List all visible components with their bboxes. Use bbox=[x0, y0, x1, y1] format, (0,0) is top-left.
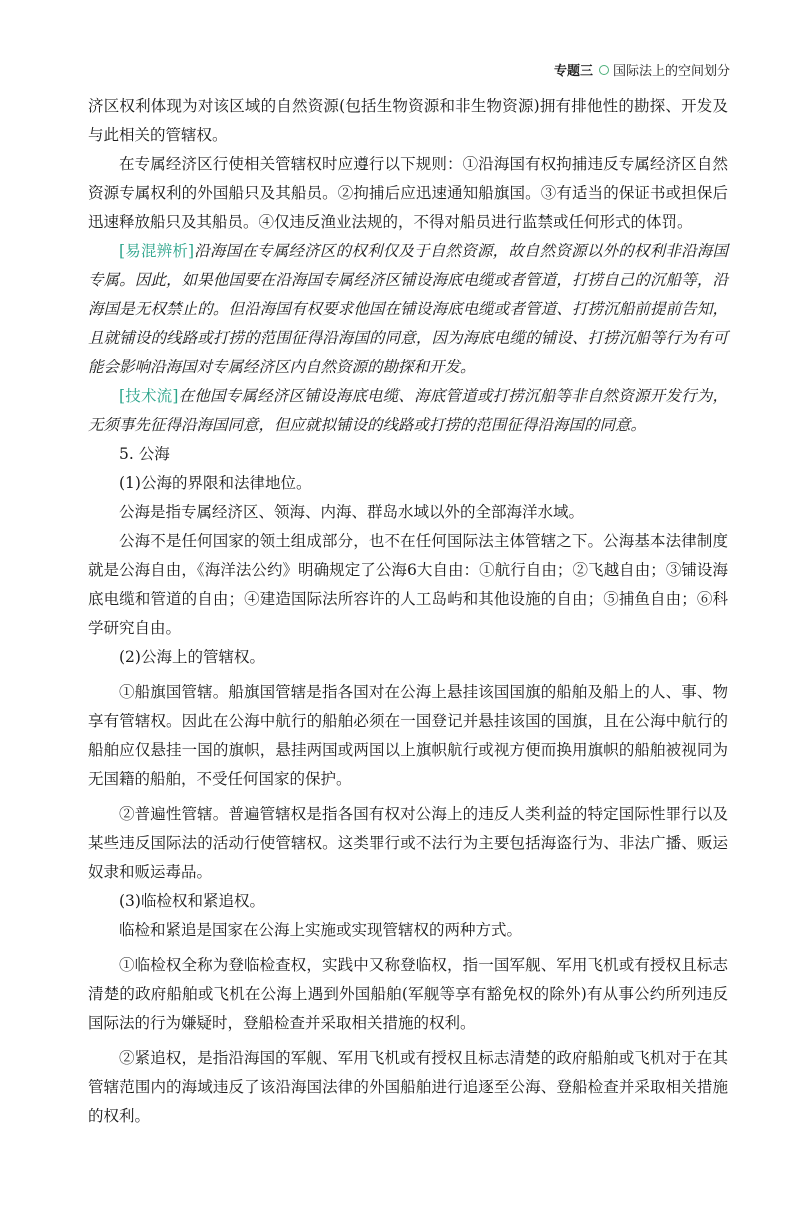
note-technique bbox=[88, 382, 728, 440]
paragraph: ①临检权全称为登临检查权，实践中又称登临权，指一国军舰、军用飞机或有授权且标志清楚的政府船舶或飞机在公海上遇到外国船舶(军舰等享有豁免权的除外)有从事公约所列违反国际法的行为嫌疑时，登船检查并采取相关措施的权利。 bbox=[88, 956, 728, 1032]
subsection-heading: (1)公海的界限和法律地位。 bbox=[119, 474, 312, 492]
chapter-title: 国际法上的空间划分 bbox=[612, 64, 730, 79]
note-tag: [技术流] bbox=[119, 387, 179, 405]
paragraph: ②紧追权，是指沿海国的军舰、军用飞机或有授权且标志清楚的政府船舶或飞机对于在其管辖范围内的海域违反了该沿海国法律的外国船舶进行追逐至公海、登船检查并采取相关措施的权利。 bbox=[88, 1049, 728, 1125]
chapter-label: 专题三 bbox=[553, 64, 593, 79]
note-confusion bbox=[88, 237, 728, 382]
note-text: 在他国专属经济区铺设海底电缆、海底管道或打捞沉船等非自然资源开发行为，无须事先征得沿海国同意，但应就拟铺设的线路或打捞的范围征得沿海国的同意。 bbox=[88, 387, 728, 434]
paragraph: 公海不是任何国家的领土组成部分，也不在任何国际法主体管辖之下。公海基本法律制度就是公海自由，《海洋法公约》明确规定了公海6大自由：①航行自由；②飞越自由；③铺设海底电缆和管道的自由；④建造国际法所容许的人工岛屿和其他设施的自由；⑤捕鱼自由；⑥科学研究自由。 bbox=[88, 532, 728, 637]
section-heading: 5. 公海 bbox=[119, 445, 170, 463]
paragraph: 临检和紧追是国家在公海上实施或实现管辖权的两种方式。 bbox=[119, 921, 523, 939]
paragraph: 济区权利体现为对该区域的自然资源(包括生物资源和非生物资源)拥有排他性的勘探、开发及与此相关的管辖权。 bbox=[88, 97, 728, 144]
running-header bbox=[554, 60, 730, 79]
paragraph: 在专属经济区行使相关管辖权时应遵行以下规则：①沿海国有权拘捕违反专属经济区自然资源专属权利的外国船只及其船员。②拘捕后应迅速通知船旗国。③有适当的保证书或担保后迅速释放船只及其船员。④仅违反渔业法规的，不得对船员进行监禁或任何形式的体罚。 bbox=[88, 155, 728, 231]
paragraph: ①船旗国管辖。船旗国管辖是指各国对在公海上悬挂该国国旗的船舶及船上的人、事、物享有管辖权。因此在公海中航行的船舶必须在一国登记并悬挂该国的国旗，且在公海中航行的船舶应仅悬挂一国的旗帜，悬挂两国或两国以上旗帜航行或视方便而换用旗帜的船舶被视同为无国籍的船舶，不受任何国家的保护。 bbox=[88, 683, 728, 788]
paragraph: ②普遍性管辖。普遍管辖权是指各国有权对公海上的违反人类利益的特定国际性罪行以及某些违反国际法的活动行使管辖权。这类罪行或不法行为主要包括海盗行为、非法广播、贩运奴隶和贩运毒品。 bbox=[88, 805, 728, 881]
page-body bbox=[88, 92, 728, 1131]
circle-icon bbox=[599, 65, 609, 75]
subsection-heading: (3)临检权和紧追权。 bbox=[119, 892, 265, 910]
note-text: 沿海国在专属经济区的权利仅及于自然资源，故自然资源以外的权利非沿海国专属。因此，如果他国要在沿海国专属经济区铺设海底电缆或者管道，打捞自己的沉船等，沿海国是无权禁止的。但沿海国有权要求他国在铺设海底电缆或者管道、打捞沉船前提前告知，且就铺设的线路或打捞的范围征得沿海国的同意，因为海底电缆的铺设、打捞沉船等行为有可能会影响沿海国对专属经济区内自然资源的勘探和开发。 bbox=[88, 242, 728, 376]
note-tag: [易混辨析] bbox=[119, 242, 195, 260]
paragraph: 公海是指专属经济区、领海、内海、群岛水域以外的全部海洋水域。 bbox=[119, 503, 585, 521]
subsection-heading: (2)公海上的管辖权。 bbox=[119, 648, 265, 666]
